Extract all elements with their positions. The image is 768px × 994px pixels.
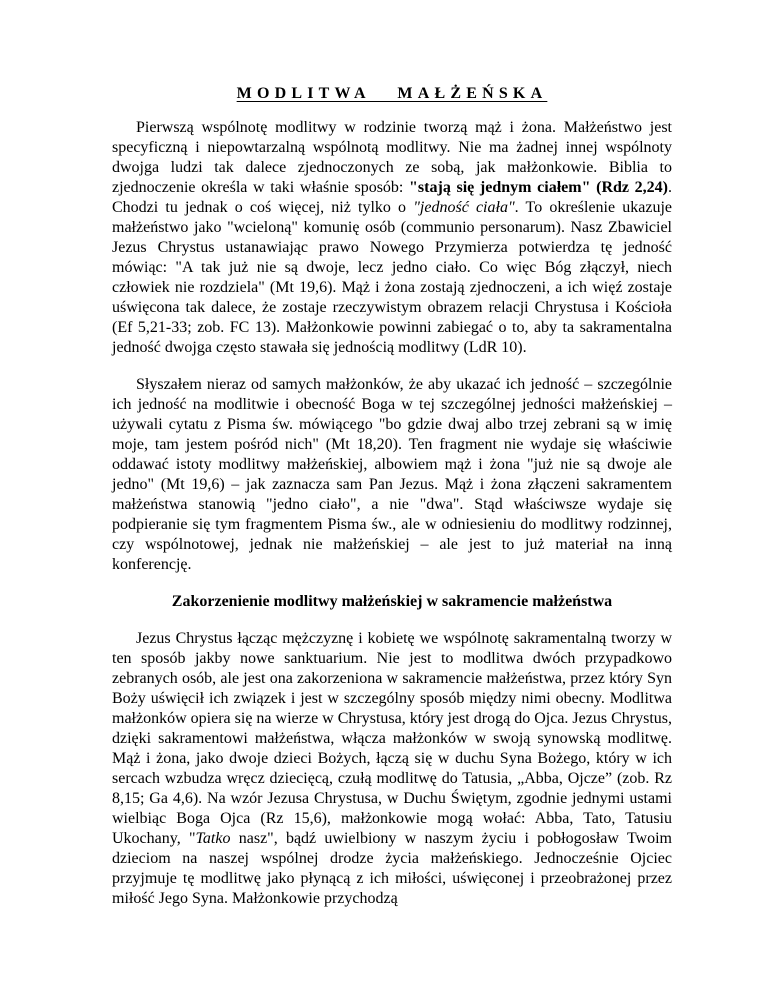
italic-word-tatko: Tatko	[195, 830, 231, 847]
paragraph-intro-text-3: . To określenie ukazuje małżeństwo jako "wcieloną" komunię osób (communio personarum). Nasz Zbawiciel Jezus Chrystus ustanawiając prawo Nowego Przymierza potwierdza tę jedność mówiąc: "A tak już nie są dwoje, lecz jedno ciało. Co więc Bóg złączył, niech człowiek nie rozdziela" (Mt 19,6). Mąż i żona zostają zjednoczeni, a ich więź zostaje uświęcona tak dalece, że zostaje rzeczywistym obrazem relacji Chrystusa i Kościoła (Ef 5,21-33; zob. FC 13). Małżonkowie powinni zabiegać o to, aby ta sakramentalna jedność dwojga często stawała się jednością modlitwy (LdR 10).	[112, 199, 672, 356]
paragraph-sacrament-text-1: Jezus Chrystus łącząc mężczyznę i kobietę we wspólnotę sakramentalną tworzy w ten sposób jakby nowe sanktuarium. Nie jest to modlitwa dwóch przypadkowo zebranych osób, ale jest ona zakorzeniona w sakramencie małżeństwa, przez który Syn Boży uświęcił ich związek i jest w szczególny sposób między nimi obecny. Modlitwa małżonków opiera się na wierze w Chrystusa, który jest drogą do Ojca. Jezus Chrystus, dzięki sakramentowi małżeństwa, włącza małżonków w swoją synowską modlitwę. Mąż i żona, jako dwoje dzieci Bożych, łączą się w duchu Syna Bożego, który w ich sercach wzbudza wręcz dziecięcą, czułą modlitwę do Tatusia, „Abba, Ojcze” (zob. Rz 8,15; Ga 4,6). Na wzór Jezusa Chrystusa, w Duchu Świętym, zgodnie jednymi ustami wielbiąc Boga Ojca (Rz 15,6), małżonkowie mogą wołać: Abba, Tato, Tatusiu Ukochany, "	[112, 630, 672, 847]
paragraph-sacrament-text-2: nasz", bądź uwielbiony w naszym życiu i pobłogosław Twoim dzieciom na naszej wspólnej drodze życia małżeńskiego. Jednocześnie Ojciec przyjmuje tę modlitwę jako płynącą z ich miłości, uświęconej i przeobrażonej przez miłość Jego Syna. Małżonkowie przychodzą	[112, 830, 672, 907]
paragraph-intro-text-1: Pierwszą wspólnotę modlitwy w rodzinie tworzą mąż i żona. Małżeństwo jest specyficzną i niepowtarzalną wspólnotą modlitwy. Nie ma żadnej innej wspólnoty dwojga ludzi tak dalece zjednoczonych ze sobą, jak małżonkowie. Biblia to zjednoczenie określa w taki właśnie sposób:	[112, 119, 672, 196]
document-title: MODLITWA MAŁŻEŃSKA	[236, 85, 548, 102]
paragraph-testimony: Słyszałem nieraz od samych małżonków, że aby ukazać ich jedność – szczególnie ich jedność na modlitwie i obecność Boga w tej szczególnej jedności małżeńskiej – używali cytatu z Pisma św. mówiącego "bo gdzie dwaj albo trzej zebrani są w imię moje, tam jestem pośród nich" (Mt 18,20). Ten fragment nie wydaje się właściwie oddawać istoty modlitwy małżeńskiej, albowiem mąż i żona "już nie są dwoje ale jedno" (Mt 19,6) – jak zaznacza sam Pan Jezus. Mąż i żona złączeni sakramentem małżeństwa stanowią "jedno ciało", a nie "dwa". Stąd właściwsze wydaje się podpieranie się tym fragmentem Pisma św., ale w odniesieniu do modlitwy rodzinnej, czy wspólnotowej, jednak nie małżeńskiej – ale jest to już materiał na inną konferencję.	[112, 376, 672, 573]
bible-quote-genesis: "stają się jednym ciałem" (Rdz 2,24)	[409, 179, 669, 196]
paragraph-intro	[112, 118, 672, 358]
paragraph-intro-text-2: . Chodzi tu jednak o coś więcej, niż tylko o	[112, 179, 673, 216]
italic-phrase-unity-of-body: "jedność ciała"	[413, 199, 515, 216]
paragraph-sacrament	[112, 629, 672, 909]
section-heading: Zakorzenienie modlitwy małżeńskiej w sakramencie małżeństwa	[171, 593, 613, 610]
document-body	[112, 84, 672, 909]
